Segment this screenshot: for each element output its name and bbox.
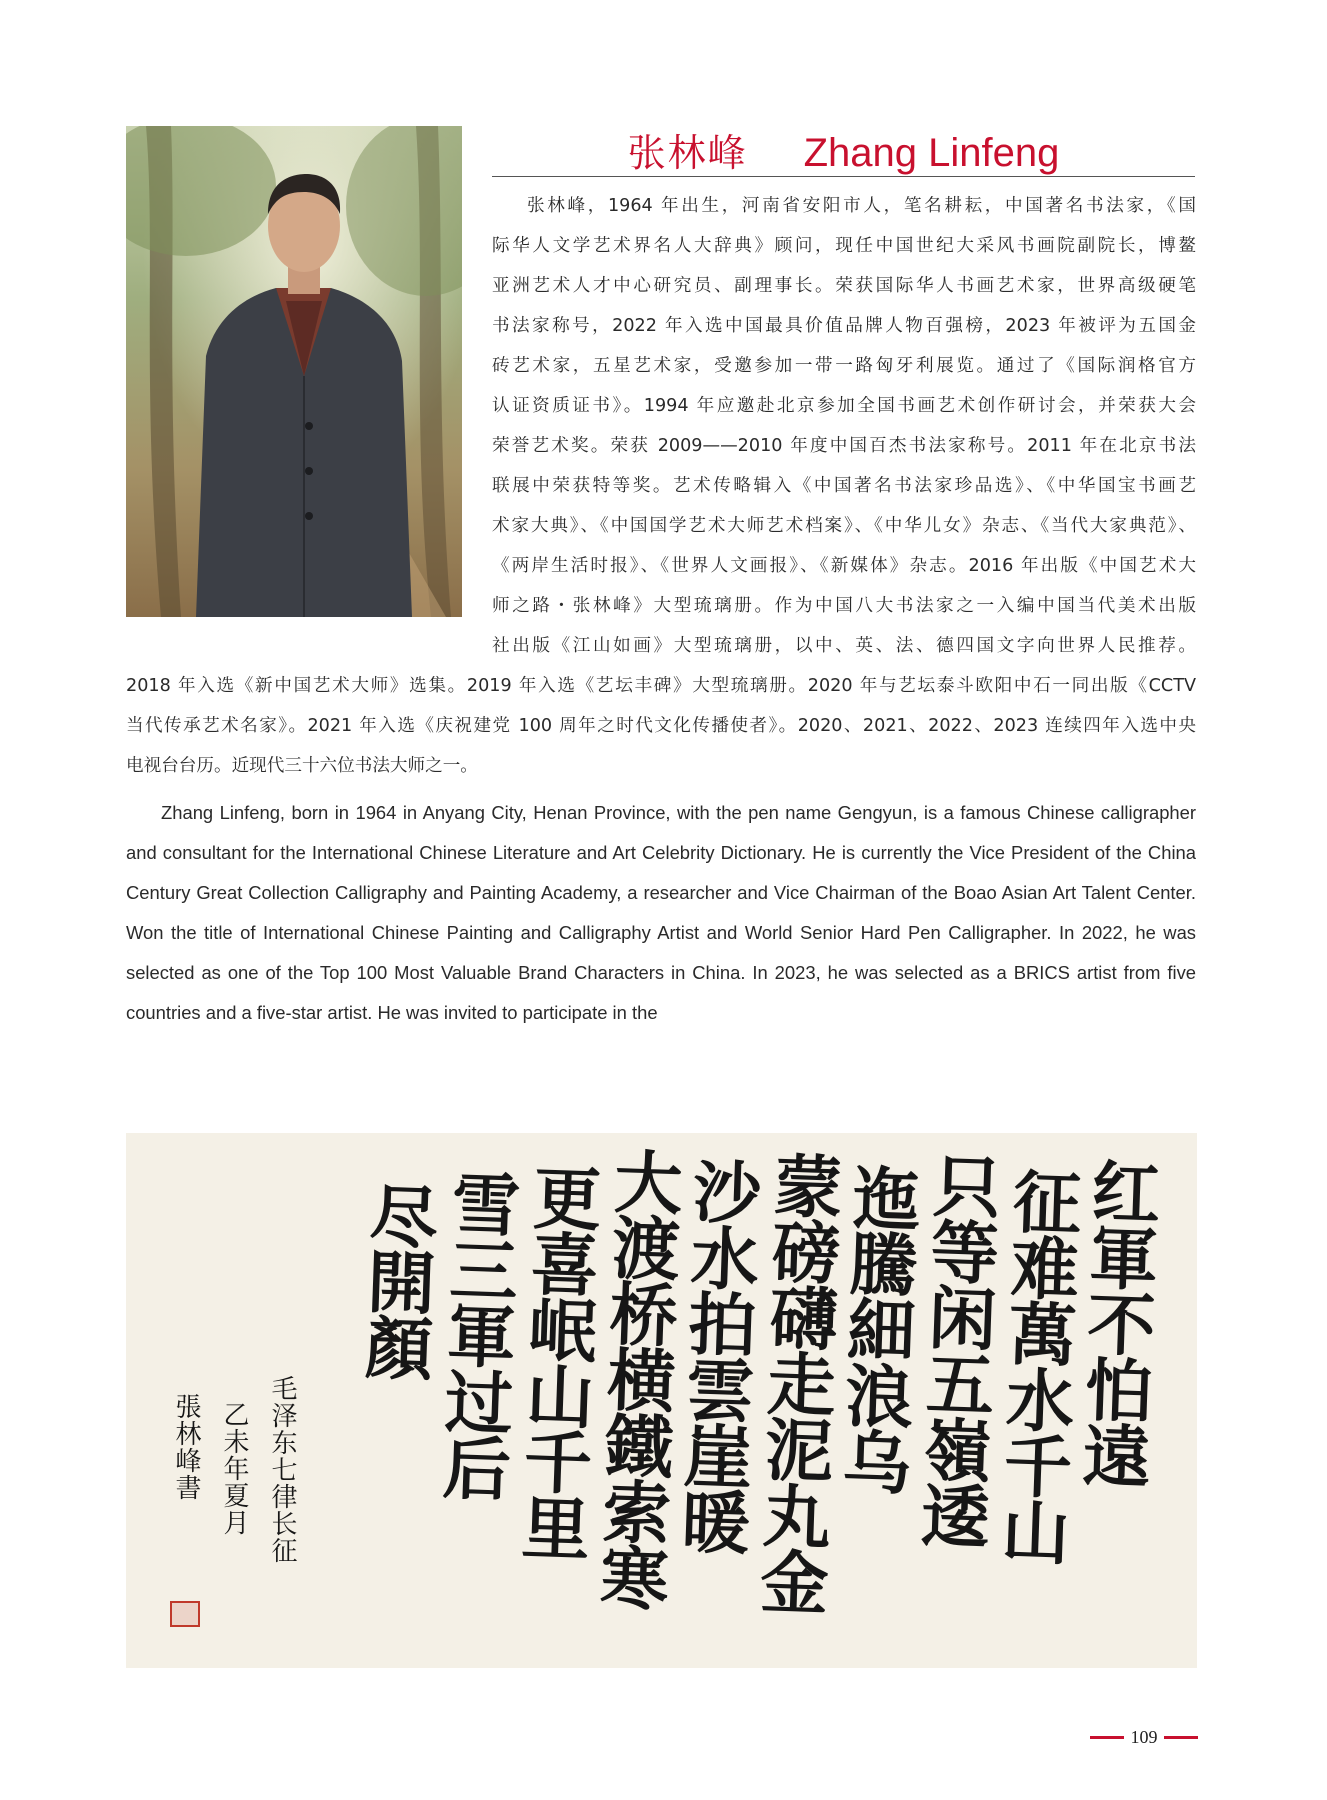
bio-line: 社出版《江山如画》大型琉璃册，以中、英、法、德四国文字向世界人民推荐。: [492, 636, 1196, 656]
calligraphy-column: 只等闲五嶺逶: [909, 1149, 1003, 1549]
bio-line: 际华人文学艺术界名人大辞典》顾问，现任中国世纪大采风书画院副院长，博鳌: [492, 236, 1196, 256]
calligraphy-column: 征难萬水千山: [989, 1165, 1083, 1565]
bio-line: 当代传承艺术名家》。2021 年入选《庆祝建党 100 周年之时代文化传播使者》。2020、2021、2022、2023 连续四年入选中央: [126, 716, 1196, 736]
title-english: Zhang Linfeng: [803, 131, 1060, 175]
page-title: [492, 122, 1195, 176]
bio-line: 书法家称号，2022 年入选中国最具价值品牌人物百强榜，2023 年被评为五国金: [492, 316, 1196, 336]
calligraphy-artwork: [126, 1133, 1197, 1668]
bio-line: 联展中荣获特等奖。艺术传略辑入《中国著名书法家珍品选》、《中华国宝书画艺: [492, 476, 1196, 496]
title-divider: [492, 176, 1195, 177]
calligraphy-signature: 張林峰書: [171, 1393, 201, 1501]
bio-line: 张林峰，1964 年出生，河南省安阳市人，笔名耕耘，中国著名书法家，《国: [527, 196, 1196, 216]
bio-line: 师之路・张林峰》大型琉璃册。作为中国八大书法家之一入编中国当代美术出版: [492, 596, 1196, 616]
calligraphy-column: 雪三軍过后: [430, 1167, 522, 1501]
calligraphy-column: 沙水拍雲崖暖: [669, 1155, 763, 1555]
page-number: [1090, 1726, 1198, 1748]
bio-line: 电视台台历。近现代三十六位书法大师之一。: [126, 756, 478, 776]
bio-line: 术家大典》、《中国国学艺术大师艺术档案》、《中华儿女》杂志、《当代大家典范》、: [492, 516, 1196, 536]
biography-chinese: [126, 186, 1196, 786]
bio-line: 2018 年入选《新中国艺术大师》选集。2019 年入选《艺坛丰碑》大型琉璃册。2020 年与艺坛泰斗欧阳中石一同出版《CCTV: [126, 676, 1196, 696]
calligraphy-inscription: 乙未年夏月: [219, 1401, 249, 1536]
calligraphy-column: 更喜岷山千里: [509, 1161, 603, 1561]
calligraphy-inscription: 毛泽东七律长征: [267, 1375, 297, 1564]
calligraphy-column: 红軍不怕遠: [1070, 1155, 1162, 1489]
page-number-rule-right: [1164, 1736, 1198, 1739]
page-number-text: 109: [1130, 1726, 1158, 1747]
calligraphy-column: 尽開顏: [352, 1179, 440, 1381]
page-number-rule-left: [1090, 1736, 1124, 1739]
bio-line: 砖艺术家，五星艺术家，受邀参加一带一路匈牙利展览。通过了《国际润格官方: [492, 356, 1196, 376]
bio-line: 亚洲艺术人才中心研究员、副理事长。荣获国际华人书画艺术家，世界高级硬笔: [492, 276, 1196, 296]
calligraphy-column: 大渡桥横鐵索寒: [587, 1145, 685, 1611]
bio-english-paragraph: Zhang Linfeng, born in 1964 in Anyang City, Henan Province, with the pen name Gengyun, is a famous Chinese calligrapher and consultant for the International Chinese Literature and Art Celebrity Dictionary. He is currently the Vice President of the China Century Great Collection Calligraphy and Painting Academy, a researcher and Vice Chairman of the Boao Asian Art Talent Center. Won the title of International Chinese Painting and Calligraphy Artist and World Senior Hard Pen Calligrapher. In 2022, he was selected as one of the Top 100 Most Valuable Brand Characters in China. In 2023, he was selected as a BRICS artist from five countries and a five-star artist. He was invited to participate in the: [126, 802, 1196, 1023]
bio-line: 荣誉艺术奖。荣获 2009——2010 年度中国百杰书法家称号。2011 年在北京书法: [492, 436, 1196, 456]
calligraphy-column: 蒙磅礴走泥丸金: [747, 1149, 845, 1615]
bio-line: 《两岸生活时报》、《世界人文画报》、《新媒体》杂志。2016 年出版《中国艺术大: [492, 556, 1196, 576]
bio-line: 认证资质证书》。1994 年应邀赴北京参加全国书画艺术创作研讨会，并荣获大会: [492, 396, 1196, 416]
title-chinese: 张林峰: [627, 131, 748, 175]
calligraphy-column: 迤騰細浪乌: [830, 1161, 922, 1495]
biography-english: [126, 793, 1196, 1033]
artist-seal: [170, 1601, 200, 1627]
